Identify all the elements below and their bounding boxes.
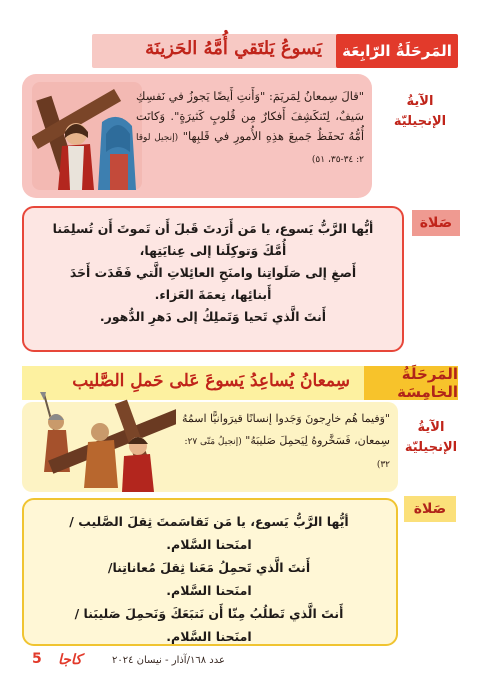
station5-gospel-label: الآيةُ الإنجيليّة [404, 420, 458, 455]
station4-gospel-text [136, 86, 364, 170]
station4-prayer-box [22, 206, 404, 352]
station5-prayer-box [22, 498, 398, 646]
station5-prayer-text [34, 510, 384, 648]
station4-title: يَسوعُ يَلتَقي أُمَّهُ الحَزينَة [145, 38, 322, 59]
issue-info: عدد ١٦٨/آذار - نيسان ٢٠٢٤ [112, 655, 225, 666]
prayer-line: أَبنائِها، نِعمَةَ العَزاء. [154, 287, 272, 302]
station4-header [92, 34, 458, 68]
station4-prayer-text [38, 218, 388, 328]
prayer-line: أيُّها الرَّبُّ يَسوع، يا مَن تَقاسَمتَ ثِقلَ الصَّليب / [69, 514, 349, 529]
station5-tag: المَرحَلَةُ الخامِسَة [364, 366, 458, 400]
station5-title: سِمعانُ يُساعِدُ يَسوعَ عَلى حَملِ الصَّليب [72, 371, 350, 391]
prayer-line: أَنتَ الَّذي تَحمِلُ مَعَنا ثِقلَ مُعاناتِنا/ [107, 560, 311, 575]
simon-helps-jesus-illustration [26, 392, 176, 492]
prayer-line: أُمَّكَ وَتوكِلَنا إلى عِنايَتِها، [139, 243, 287, 258]
prayer-line: أَصغِ إلى صَلَواتِنا وامنَحِ العائِلاتِ الَّتي فَقَدَت أَحَدَ [69, 265, 357, 280]
jesus-meets-mother-illustration [32, 82, 142, 190]
station4-gospel-box [22, 74, 372, 198]
station4-gospel-reference: (إنجيل لوقا ٢: ٣٤-٣٥، ٥١) [136, 133, 364, 165]
page-number: 5 [32, 651, 42, 667]
station5-gospel-text [178, 408, 390, 476]
station4-prayer-label: صَلاة [412, 210, 460, 236]
prayer-line: امنَحنا السَّلام. [166, 537, 252, 552]
prayer-line: أَنتَ الَّذي تَحيا وَتَملِكُ إلى دَهرِ الدُّهور. [99, 309, 327, 324]
prayer-line: امنَحنا السَّلام. [166, 583, 252, 598]
station4-gospel-label: الآيةُ الإنجيليّة [393, 94, 447, 129]
station5-gospel-reference: (إنجيلُ مَتّى ٢٧: ٣٢) [184, 437, 390, 470]
magazine-logo: كاجا [58, 652, 82, 668]
prayer-line: امنَحنا السَّلام. [166, 629, 252, 644]
station5-gospel-box [22, 402, 398, 492]
page-footer [22, 650, 458, 672]
station4-tag: المَرحَلَةُ الرّابِعَة [336, 34, 458, 68]
station5-prayer-label: صَلاة [404, 496, 456, 522]
station4-gospel-quote: "قالَ سِمعانُ لِمَريَمَ: "وَأَنتِ أَيضًا يَجوزُ في نَفسِكِ سَيفٌ، لِتَنكَشِفَ أَفكارٌ مِن قُلوبٍ كَثيرَةٍ". وَكانَت أُمُّهُ تَحفَظُ جَميعَ هذِهِ الأُمورِ في قَلبِها" [136, 89, 365, 143]
prayer-line: أَنتَ الَّذي تَطلُبُ مِنّا أَن نَتبَعَكَ وَنَحمِلَ صَليبَنا / [74, 606, 344, 621]
prayer-line: أيُّها الرَّبُّ يَسوع، يا مَن أَرَدتَ قَبلَ أَن تَموتَ أَن تُسلِمَنا [52, 221, 374, 236]
station5-gospel-quote: "وَفيما هُم خارِجونَ وَجَدوا إنسانًا قيرَوانيًّا اسمُهُ سِمعان، فَسَخَّروهُ لِيَحمِلَ صَليبَهُ" [181, 412, 390, 447]
